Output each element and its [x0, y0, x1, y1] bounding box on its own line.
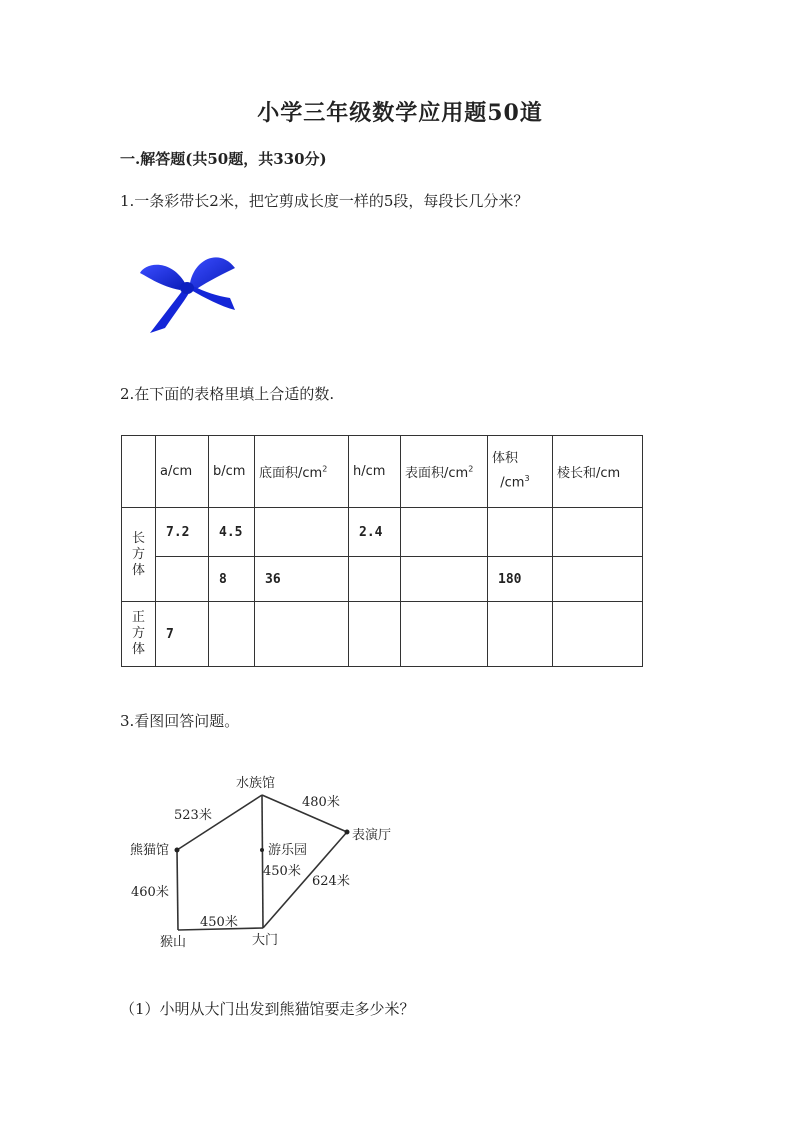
table-corner-cell	[122, 436, 156, 508]
header-base-area: 底面积$/cm^2$	[255, 436, 349, 508]
cell-cuboid2-base-area: 36	[255, 557, 349, 602]
ribbon-bow-icon	[135, 238, 245, 338]
cell-empty	[156, 557, 209, 602]
fill-table	[121, 435, 643, 667]
dist-panda-aquarium: 523米	[174, 808, 212, 823]
cell-empty	[401, 508, 488, 557]
question-3: 3.看图回答问题。	[120, 712, 240, 730]
section-heading: 一.解答题(共50题，共330分)	[120, 150, 327, 168]
cell-empty	[488, 508, 553, 557]
dist-panda-monkey: 460米	[131, 885, 169, 900]
cell-cube-a: 7	[156, 602, 209, 667]
park-map-diagram	[130, 765, 430, 955]
dist-playground-gate: 450米	[263, 864, 301, 879]
cell-cuboid2-b: 8	[209, 557, 255, 602]
header-h: h/cm	[349, 436, 401, 508]
label-gate: 大门	[252, 933, 279, 948]
header-b: b/cm	[209, 436, 255, 508]
cell-empty	[255, 602, 349, 667]
cell-cuboid-b: 4.5	[209, 508, 255, 557]
label-monkey: 猴山	[160, 935, 187, 950]
sub-question-3-1: （1）小明从大门出发到熊猫馆要走多少米？	[120, 1000, 415, 1018]
label-playground: 游乐园	[268, 843, 308, 858]
question-1: 1.一条彩带长2米，把它剪成长度一样的5段，每段长几分米？	[120, 192, 529, 210]
header-a: a/cm	[156, 436, 209, 508]
cell-empty	[209, 602, 255, 667]
cell-empty	[553, 602, 643, 667]
cell-empty	[488, 602, 553, 667]
cell-empty	[349, 557, 401, 602]
question-2: 2.在下面的表格里填上合适的数.	[120, 385, 335, 403]
label-theater: 表演厅	[352, 828, 392, 843]
cell-empty	[401, 557, 488, 602]
label-panda: 熊猫馆	[130, 843, 170, 858]
cell-empty	[349, 602, 401, 667]
cell-cuboid-h: 2.4	[349, 508, 401, 557]
node-playground	[260, 848, 264, 852]
header-edge-sum: 棱长和/cm	[553, 436, 643, 508]
cell-empty	[553, 508, 643, 557]
cell-empty	[255, 508, 349, 557]
cell-cuboid-a: 7.2	[156, 508, 209, 557]
dist-monkey-gate: 450米	[200, 915, 238, 930]
row-label-cube: 正方体	[122, 602, 156, 667]
node-panda	[175, 848, 180, 853]
header-volume: 体积 $/cm^3$	[488, 436, 553, 508]
cell-empty	[401, 602, 488, 667]
node-theater	[345, 830, 350, 835]
cell-cuboid2-volume: 180	[488, 557, 553, 602]
dist-aquarium-theater: 480米	[302, 795, 340, 810]
page-title: 小学三年级数学应用题50道	[257, 100, 543, 126]
label-aquarium: 水族馆	[236, 776, 276, 791]
dist-theater-gate: 624米	[312, 874, 350, 889]
row-label-cuboid: 长方体	[122, 508, 156, 602]
cell-empty	[553, 557, 643, 602]
header-surface-area: 表面积$/cm^2$	[401, 436, 488, 508]
